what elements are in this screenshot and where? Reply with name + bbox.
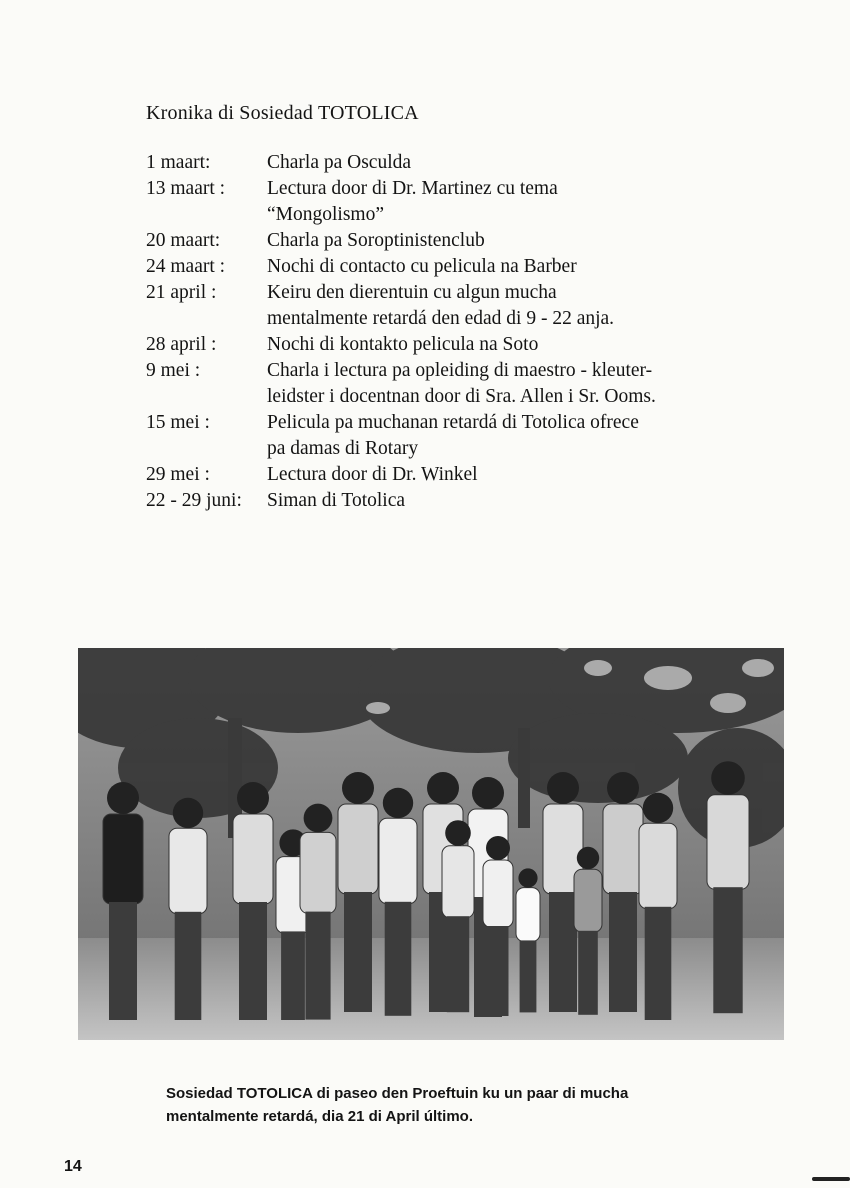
entry-date: 13 maart :	[146, 178, 226, 199]
chronicle-entry	[146, 358, 766, 410]
page-number: 14	[64, 1158, 82, 1175]
person-silhouette	[639, 793, 677, 1020]
chronicle-list	[146, 150, 766, 514]
person-silhouette	[707, 761, 749, 1013]
chronicle-entry	[146, 410, 766, 462]
entry-description	[267, 462, 766, 488]
entry-date: 21 april :	[146, 282, 217, 303]
caption-line: mentalmente retardá, dia 21 di April último.	[166, 1108, 474, 1125]
entry-description-line: Charla i lectura pa opleiding di maestro - kleuter-	[267, 360, 653, 381]
chronicle-entry	[146, 462, 766, 488]
chronicle-entry	[146, 332, 766, 358]
person-silhouette	[483, 836, 513, 1016]
entry-description-line: mentalmente retardá den edad di 9 - 22 anja.	[267, 308, 615, 329]
entry-description-line: “Mongolismo”	[267, 204, 384, 225]
group-photo	[78, 648, 784, 1040]
person-silhouette	[574, 847, 602, 1015]
entry-description-line: Siman di Totolica	[267, 490, 406, 511]
entry-description-line: Charla pa Osculda	[267, 152, 412, 173]
entry-description-line: Lectura door di Dr. Winkel	[267, 464, 478, 485]
entry-description-line: Charla pa Soroptinistenclub	[267, 230, 485, 251]
photo-caption	[166, 1082, 746, 1128]
entry-description-line: leidster i docentnan door di Sra. Allen i Sr. Ooms.	[267, 386, 656, 407]
entry-date: 1 maart:	[146, 152, 211, 173]
entry-date: 24 maart :	[146, 256, 226, 277]
entry-description-line: pa damas di Rotary	[267, 438, 419, 459]
entry-description-line: Lectura door di Dr. Martinez cu tema	[267, 178, 558, 199]
entry-date: 20 maart:	[146, 230, 221, 251]
entry-description	[267, 176, 766, 228]
chronicle-entry	[146, 228, 766, 254]
corner-mark	[812, 1177, 850, 1181]
person-silhouette	[103, 782, 143, 1020]
chronicle-entry	[146, 176, 766, 228]
chronicle-title: Kronika di Sosiedad TOTOLICA	[146, 102, 419, 124]
chronicle-entry	[146, 280, 766, 332]
chronicle-entry	[146, 150, 766, 176]
entry-description	[267, 150, 766, 176]
person-silhouette	[603, 772, 643, 1012]
person-silhouette	[233, 782, 273, 1020]
entry-description	[267, 332, 766, 358]
entry-date: 9 mei :	[146, 360, 201, 381]
entry-description	[267, 228, 766, 254]
person-silhouette	[338, 772, 378, 1012]
entry-description	[267, 488, 766, 514]
entry-description-line: Nochi di contacto cu pelicula na Barber	[267, 256, 577, 277]
person-silhouette	[379, 788, 417, 1016]
chronicle-entry	[146, 254, 766, 280]
entry-description	[267, 410, 766, 462]
entry-date: 22 - 29 juni:	[146, 490, 242, 511]
entry-description-line: Keiru den dierentuin cu algun mucha	[267, 282, 557, 303]
entry-description	[267, 358, 766, 410]
group-photo-image	[78, 648, 784, 1040]
entry-description	[267, 254, 766, 280]
entry-date: 29 mei :	[146, 464, 210, 485]
chronicle-entry	[146, 488, 766, 514]
caption-line: Sosiedad TOTOLICA di paseo den Proeftuin ku un paar di mucha	[166, 1085, 629, 1102]
entry-date: 15 mei :	[146, 412, 210, 433]
entry-description	[267, 280, 766, 332]
entry-description-line: Nochi di kontakto pelicula na Soto	[267, 334, 539, 355]
entry-description-line: Pelicula pa muchanan retardá di Totolica ofrece	[267, 412, 639, 433]
entry-date: 28 april :	[146, 334, 217, 355]
